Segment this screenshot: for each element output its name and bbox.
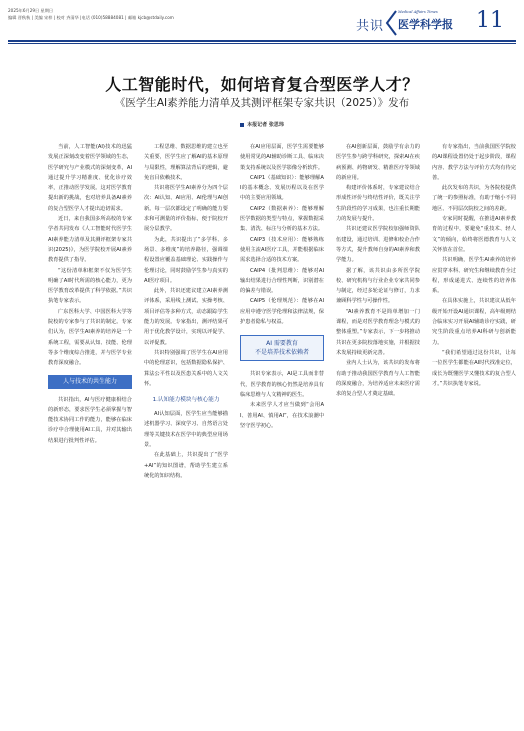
- paragraph: CAIP1（基础知识）：能够理解AI的基本概念、发展历程以及在医学中的主要应用领域。: [240, 174, 324, 202]
- page-header: [8, 4, 516, 40]
- issue-date: 2025年6月29日 星期日: [8, 8, 54, 13]
- editor-contacts: 编辑 晋秋秋 | 美编 宋梓 | 校对 齐清华 |电话 (010)58884081 | 邮箱 kjcb@stdaily.com: [8, 14, 174, 20]
- paragraph: AI认知层面，医学生应当能够描述机器学习、深度学习、自然语言处理等关键技术在医学中的典型应用场景。: [144, 411, 228, 449]
- paragraph: 有专家指出，当前我国医学院校的AI课程设置仍处于起步阶段，课程内容、教学方法与评价方式均有待完善。: [432, 144, 516, 181]
- paragraph: 共识特别强调了医学生在AI应用中的伦理意识，包括数据隐私保护、算法公平性以及医患关系中的人文关怀。: [144, 349, 228, 387]
- issue-meta: [8, 8, 174, 21]
- article-subtitle: 《医学生AI素养能力清单及其测评框架专家共识（2025）》发布: [114, 97, 410, 109]
- paragraph: 共识还建议医学院校加强师资队伍建设，通过培训、进修和校企合作等方式，提升教师自身的AI素养和教学能力。: [336, 226, 420, 264]
- masthead-english: Medical Affairs Times: [398, 10, 438, 14]
- paragraph: 共识将医学生AI素养分为四个层次：AI认知、AI应用、AI伦理与AI创新。每一层次都设定了明确的能力要求和可测量的评价指标，便于院校开展分层教学。: [144, 185, 228, 233]
- paragraph: CAIP5（伦理规范）：能够在AI应用中遵守医学伦理和法律法规，保护患者隐私与权益。: [240, 298, 324, 326]
- section-chevron-icon: [384, 10, 398, 36]
- paragraph: 在具体实施上，共识建议从低年级开始开设AI通识课程，高年级则结合临床实习开展AI辅助诊疗实践，研究生阶段重点培养AI科研与创新能力。: [432, 298, 516, 346]
- byline-text: 本报记者 张思玮: [247, 122, 284, 128]
- page-number: 11: [476, 8, 504, 33]
- paragraph: “我们希望通过这份共识，让每一位医学生都能在AI时代找准定位，成长为既懂医学又懂技术的复合型人才。”共识执笔专家说。: [432, 349, 516, 387]
- section-heading-bar: 人与技术的共生能力: [48, 375, 132, 389]
- column-2: [144, 142, 228, 726]
- paragraph: CAIP4（批判思维）：能够对AI输出结果进行合理性判断，识别潜在的偏差与错误。: [240, 267, 324, 295]
- column-5: [432, 142, 516, 726]
- paragraph: “AI素养教育不是简单增加一门课程，而是对医学教育理念与模式的整体重塑。”专家表示，下一步将推动共识在更多院校落地实施，并根据技术发展持续更新完善。: [336, 308, 420, 356]
- paragraph: 此次发布的共识，为各院校提供了统一的参照标准，有助于缩小不同地区、不同层次院校之间的差距。: [432, 185, 516, 212]
- paragraph: 在AI创新层面，鼓励学有余力的医学生参与跨学科研究，探索AI在疾病预测、药物研发、精准医疗等领域的新应用。: [336, 144, 420, 181]
- paragraph: 共识指出，AI与医疗健康相结合的新形态，要求医学生必须掌握与智能技术协同工作的能力，能够在临床诊疗中合理使用AI工具，并对其输出结果进行批判性评估。: [48, 396, 132, 444]
- paragraph: 共识明确，医学生AI素养的培养应贯穿本科、研究生和继续教育全过程，形成递进式、连续性的培养体系。: [432, 257, 516, 295]
- article-title: 人工智能时代，如何培育复合型医学人才？: [105, 75, 419, 94]
- header-rule-thin: [8, 43, 516, 44]
- paragraph: 广东医科大学、中国医科大学等院校的专家参与了共识的制定。专家们认为，医学生AI素养的培养是一个系统工程，需要从认知、技能、伦理等多个维度综合推进，并与医学专业教育深度融合。: [48, 308, 132, 367]
- paragraph: 构建评价体系时，专家建议结合形成性评价与终结性评价，既关注学生阶段性的学习成果，也注重长期能力的发展与提升。: [336, 185, 420, 223]
- paragraph: “这份清单和框架不仅为医学生明确了AI时代所需的核心能力，更为医学教育改革提供了科学依据。”共识执笔专家表示。: [48, 267, 132, 305]
- section-name: 共识: [355, 19, 384, 34]
- paragraph: 业内人士认为，该共识的发布将有助于推动我国医学教育与人工智能的深度融合，为培养适应未来医疗需求的复合型人才奠定基础。: [336, 360, 420, 398]
- byline-marker-icon: [240, 123, 244, 127]
- paragraph: 工程思维、数据思维的建立也至关重要，医学生应了解AI的基本原理与局限性，理解算法背后的逻辑，避免盲目依赖技术。: [144, 144, 228, 181]
- paragraph: 在此基础上，共识提出了“医学+AI”的知识图谱，帮助学生建立系统化的知识结构。: [144, 452, 228, 479]
- paragraph: 专家同时提醒，在推进AI素养教育的过程中，要避免“重技术、轻人文”的倾向，始终将医德教育与人文关怀放在首位。: [432, 216, 516, 253]
- paragraph: 共识专家表示，AI是工具而非替代，医学教育的核心仍然是培养具有临床思维与人文精神的医生。: [240, 371, 324, 398]
- article-body: [48, 142, 516, 726]
- column-1: [48, 142, 132, 726]
- masthead-chinese: 医学科学报: [398, 18, 453, 31]
- column-3: [240, 142, 324, 726]
- paragraph: 在AI应用层面，医学生需要能够使用常见的AI辅助诊断工具、临床决策支持系统以及医学影像分析软件。: [240, 144, 324, 171]
- paragraph: 未来医学人才应当做到“会用AI、善用AI、慎用AI”，在技术浪潮中坚守医学初心。: [240, 402, 324, 429]
- paragraph: CAIP2（数据素养）：能够理解医学数据的类型与特点，掌握数据采集、清洗、标注与分析的基本方法。: [240, 205, 324, 233]
- paragraph: 据了解，该共识由多所医学院校、研究机构与行业企业专家共同参与制定，经过多轮论证与修订，力求兼顾科学性与可操作性。: [336, 267, 420, 305]
- subsection-heading: 1.认知能力模块与核心能力: [152, 397, 220, 404]
- paragraph: 近日，来自我国多所高校的专家学者共同发布《人工智能时代医学生AI素养能力清单及其测评框架专家共识(2025)》，为医学院校开展AI素养教育提供了指导。: [48, 216, 132, 264]
- paragraph: 当前，人工智能(AI)技术的迅猛发展正深刻改变着医学领域的生态，医学研究与产业模式的深刻变革，AI通过提升学习精准度、优化诊疗效率，正推动医学发展。这对医学教育提出新的挑战，也对培养具备AI素养的复合型医学人才提出迫切需求。: [48, 144, 132, 212]
- paragraph: 为此，共识提出了“多学科、多场景、多维度”的培养路径，强调课程设置应覆盖基础理论、实践操作与伦理讨论，同时鼓励学生参与真实的AI医疗项目。: [144, 236, 228, 284]
- article-byline: [0, 121, 524, 128]
- paragraph: CAIP3（技术应用）：能够熟练使用主流AI医疗工具，并能根据临床需求选择合适的技术方案。: [240, 236, 324, 264]
- paragraph: 此外，共识还建议建立AI素养测评体系，采用线上测试、实操考核、项目评估等多种方式，动态跟踪学生能力的发展。专家指出，测评结果可用于优化教学设计，实现以评促学、以评促教。: [144, 288, 228, 346]
- pull-quote-box: AI 需要教育 不是培养技术依赖者: [240, 335, 324, 361]
- column-4: [336, 142, 420, 726]
- masthead-logo: [398, 10, 474, 36]
- header-rule: [8, 40, 516, 42]
